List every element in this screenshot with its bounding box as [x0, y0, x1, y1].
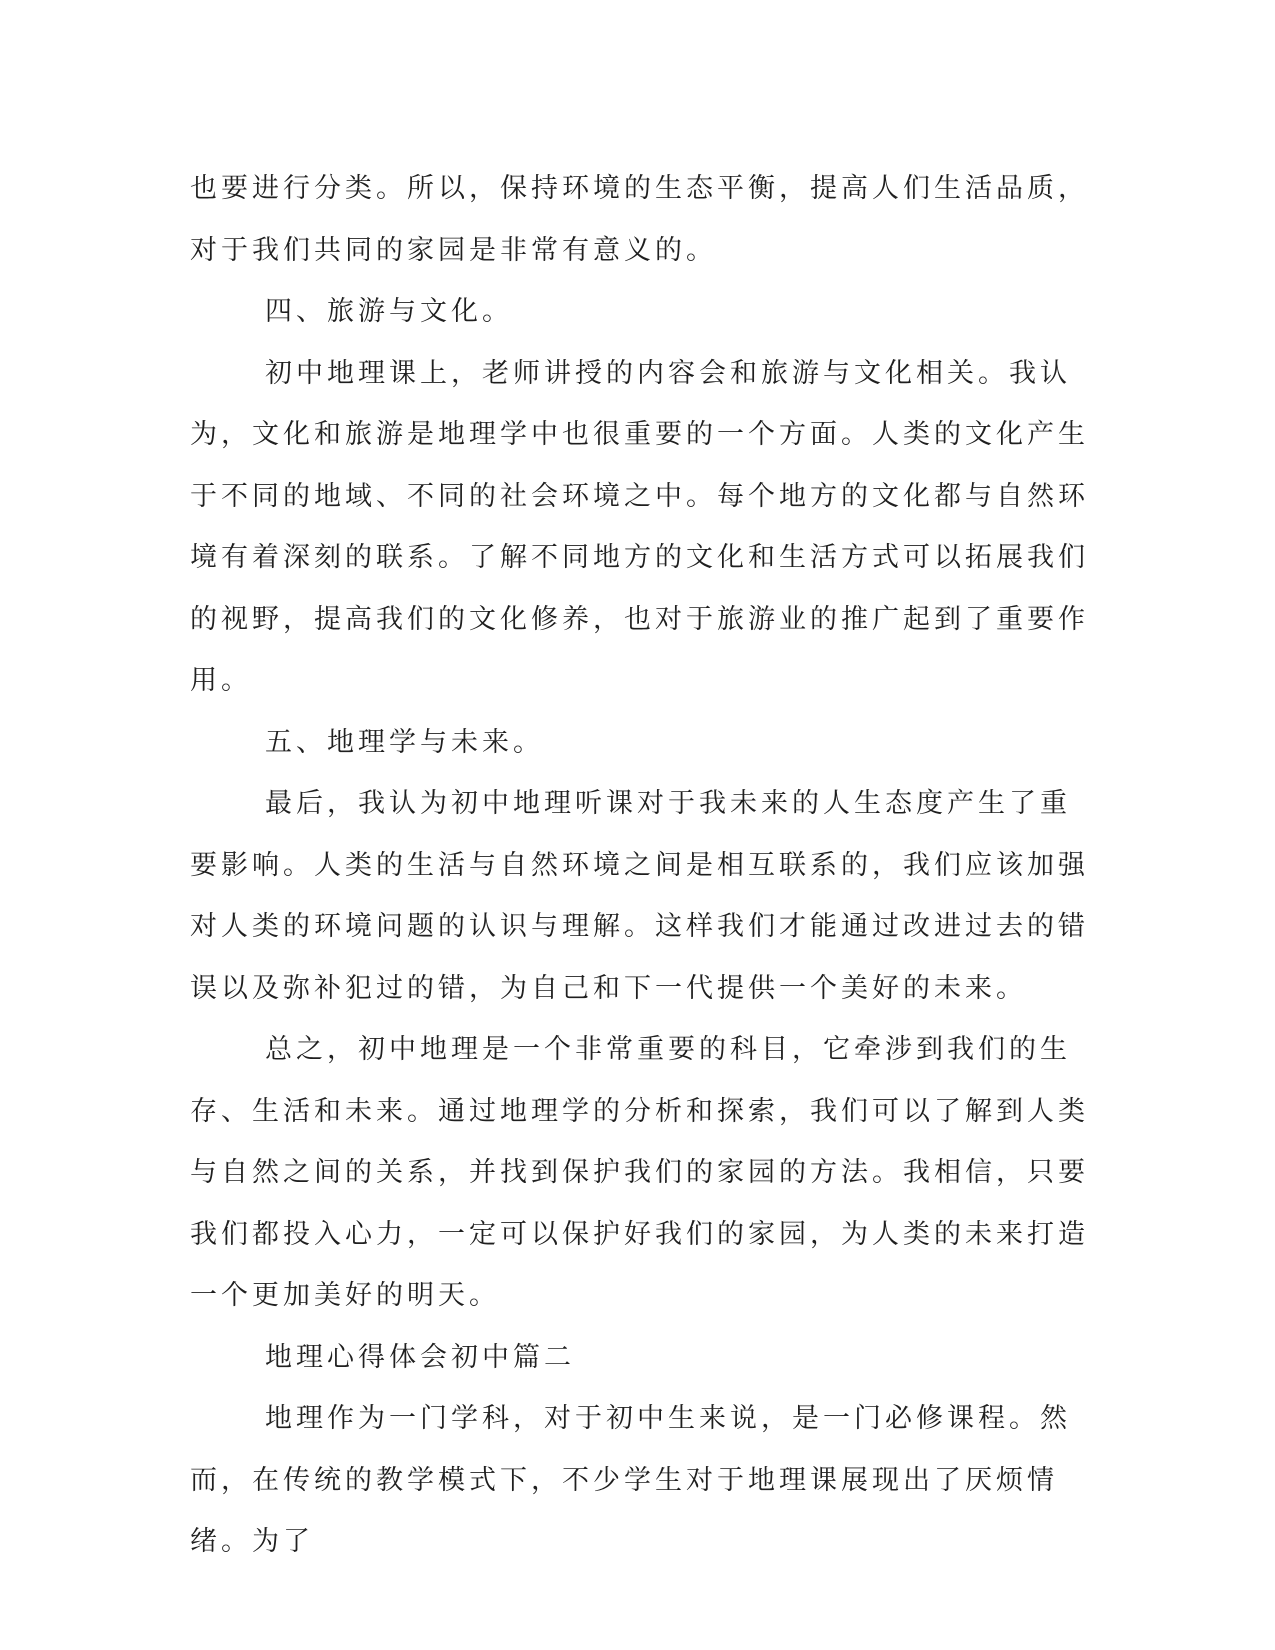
paragraph-geography-future: 最后，我认为初中地理听课对于我未来的人生态度产生了重要影响。人类的生活与自然环境之间是相互联系的，我们应该加强对人类的环境问题的认识与理解。这样我们才能通过改进过去的错误以及弥补犯过的错，为自己和下一代提供一个美好的未来。 — [190, 788, 1089, 1004]
paragraph-tourism-culture: 初中地理课上，老师讲授的内容会和旅游与文化相关。我认为，文化和旅游是地理学中也很重要的一个方面。人类的文化产生于不同的地域、不同的社会环境之中。每个地方的文化都与自然环境有着深刻的联系。了解不同地方的文化和生活方式可以拓展我们的视野，提高我们的文化修养，也对于旅游业的推广起到了重要作用。 — [190, 357, 1089, 696]
paragraph-summary: 总之，初中地理是一个非常重要的科目，它牵涉到我们的生存、生活和未来。通过地理学的分析和探索，我们可以了解到人类与自然之间的关系，并找到保护我们的家园的方法。我相信，只要我们都投入心力，一定可以保护好我们的家园，为人类的未来打造一个更加美好的明天。 — [190, 1034, 1089, 1311]
paragraph-part-two-intro: 地理作为一门学科，对于初中生来说，是一门必修课程。然而，在传统的教学模式下，不少学生对于地理课展现出了厌烦情绪。为了 — [190, 1403, 1071, 1557]
section-heading-geography-future: 五、地理学与未来。 — [265, 726, 544, 758]
section-heading-tourism-culture: 四、旅游与文化。 — [265, 296, 513, 327]
article-title-part-two: 地理心得体会初中篇二 — [265, 1341, 575, 1373]
document-body — [190, 158, 1090, 1573]
paragraph-continuation: 也要进行分类。所以，保持环境的生态平衡，提高人们生活品质，对于我们共同的家园是非常有意义的。 — [190, 173, 1089, 266]
